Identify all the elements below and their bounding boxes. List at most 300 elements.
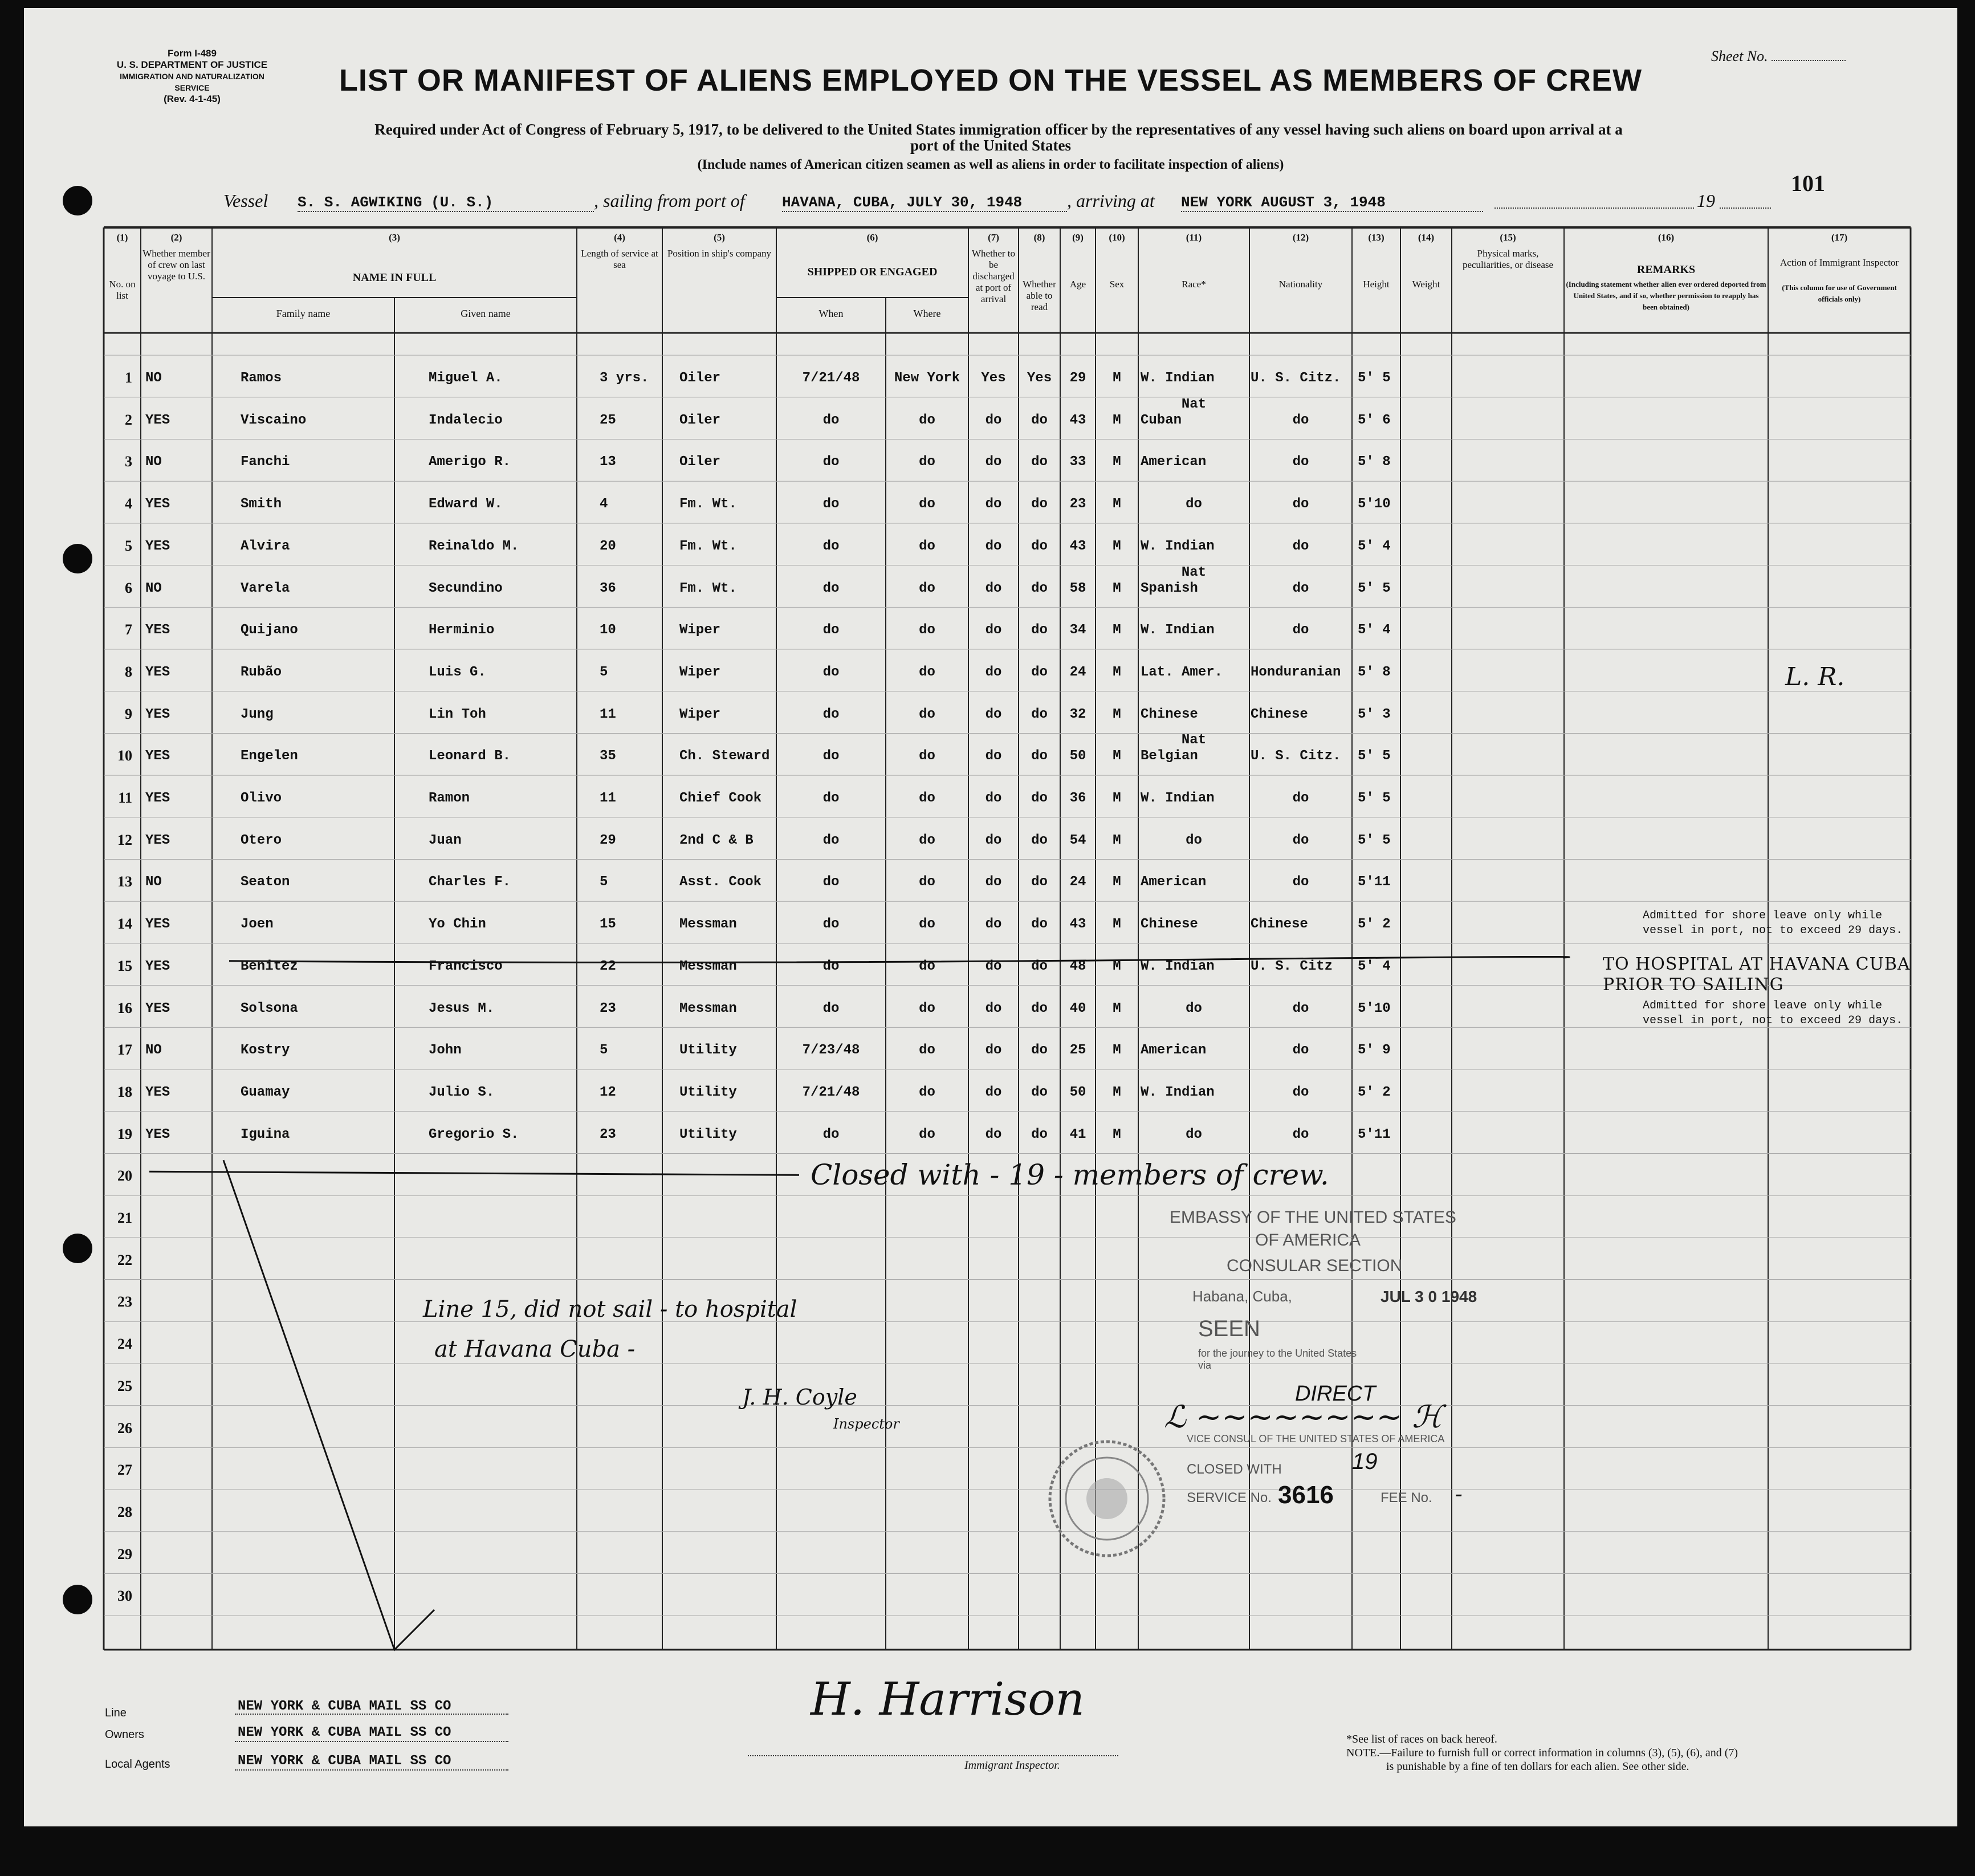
- cell-position: Oiler: [679, 412, 721, 428]
- footer-line-label: Line: [105, 1707, 127, 1719]
- cell-last-voyage: YES: [145, 538, 170, 554]
- cell-shipped-where: do: [919, 664, 935, 680]
- sailing-label: , sailing from port of: [594, 190, 745, 211]
- cell-nationality: Chinese: [1251, 706, 1308, 722]
- cell-race-prefix: Nat: [1181, 396, 1207, 412]
- cell-shipped-where: do: [919, 622, 935, 638]
- immigrant-inspector-label: Immigrant Inspector.: [964, 1759, 1060, 1772]
- arriving-label: , arriving at: [1067, 190, 1155, 211]
- cell-age: 23: [1069, 497, 1086, 512]
- cell-able-to-read: do: [1031, 664, 1048, 680]
- cell-given-name: Lin Toh: [429, 706, 486, 722]
- cell-shipped-where: do: [919, 706, 935, 722]
- form-department: U. S. DEPARTMENT OF JUSTICE: [116, 59, 268, 70]
- cell-race: Chinese: [1141, 917, 1198, 933]
- cell-sex: M: [1113, 1084, 1121, 1100]
- cell-height: 5' 5: [1358, 580, 1391, 596]
- row-number: 27: [117, 1462, 132, 1479]
- cell-sex: M: [1113, 371, 1121, 386]
- cell-family-name: Iguina: [241, 1126, 290, 1142]
- cell-last-voyage: YES: [145, 497, 170, 512]
- stamp-service-label: SERVICE No.: [1187, 1490, 1272, 1505]
- cell-discharged: Yes: [981, 371, 1006, 386]
- stamp-vice-consul: VICE CONSUL OF THE UNITED STATES OF AMERICA: [1187, 1433, 1445, 1444]
- cell-service-length: 13: [600, 454, 616, 470]
- form-service: IMMIGRATION AND NATURALIZATION SERVICE: [120, 72, 264, 92]
- row-number: 5: [125, 537, 132, 554]
- cell-last-voyage: YES: [145, 1084, 170, 1100]
- line15-note-2: at Havana Cuba -: [434, 1336, 636, 1362]
- footer-line-value: NEW YORK & CUBA MAIL SS CO: [238, 1699, 451, 1714]
- cell-race: W. Indian: [1141, 958, 1215, 974]
- cell-shipped-when: do: [822, 706, 840, 722]
- header-remarks: REMARKS: [1636, 263, 1696, 276]
- row-number: 7: [125, 621, 132, 638]
- cell-discharged: do: [985, 580, 1002, 596]
- cell-discharged: do: [985, 1084, 1002, 1100]
- header-where: Where: [913, 308, 941, 319]
- header-c3-num: (3): [389, 232, 400, 243]
- cell-service-length: 23: [600, 1126, 616, 1142]
- cell-service-length: 36: [600, 580, 616, 596]
- cell-service-length: 11: [600, 706, 616, 722]
- row-number: 14: [117, 915, 132, 933]
- cell-given-name: Ramon: [429, 791, 470, 806]
- cell-race: W. Indian: [1141, 538, 1215, 554]
- header-c15: Physical marks, peculiarities, or disease: [1462, 248, 1554, 270]
- cell-position: Oiler: [679, 371, 721, 386]
- row-number: 23: [117, 1293, 132, 1311]
- cell-family-name: Kostry: [241, 1043, 290, 1059]
- cell-family-name: Rubão: [241, 664, 282, 680]
- cell-race: do: [1186, 1000, 1202, 1016]
- cell-age: 29: [1069, 371, 1086, 386]
- cell-shipped-where: do: [919, 917, 935, 933]
- cell-discharged: do: [985, 1043, 1002, 1059]
- row-number: 6: [125, 579, 132, 596]
- stamp-closed-with-label: CLOSED WITH: [1187, 1462, 1282, 1477]
- stamp-line-4: Habana, Cuba,: [1192, 1288, 1292, 1305]
- cell-age: 34: [1069, 622, 1086, 638]
- row-number: 25: [117, 1377, 132, 1394]
- cell-discharged: do: [985, 538, 1002, 554]
- footer-agents-value: NEW YORK & CUBA MAIL SS CO: [238, 1753, 451, 1769]
- page-number: 101: [1791, 170, 1825, 196]
- cell-race-prefix: Nat: [1181, 733, 1207, 748]
- header-c13-num: (13): [1368, 232, 1384, 243]
- cell-last-voyage: NO: [145, 371, 162, 386]
- cell-height: 5' 6: [1358, 412, 1391, 428]
- cell-age: 48: [1069, 958, 1086, 974]
- cell-age: 36: [1069, 791, 1086, 806]
- header-c12: Nationality: [1278, 279, 1323, 290]
- header-given-name: Given name: [461, 308, 511, 319]
- cell-height: 5' 8: [1358, 664, 1391, 680]
- year-label: 19: [1697, 190, 1715, 211]
- footer-note-3: is punishable by a fine of ten dollars for each alien. See other side.: [1386, 1760, 1689, 1773]
- cell-able-to-read: do: [1031, 497, 1048, 512]
- cell-sex: M: [1113, 791, 1121, 806]
- cell-family-name: Solsona: [241, 1000, 298, 1016]
- cell-able-to-read: do: [1031, 1126, 1048, 1142]
- consular-seal: [1039, 1430, 1175, 1567]
- cell-race-prefix: Nat: [1181, 564, 1207, 580]
- cell-age: 32: [1069, 706, 1086, 722]
- immigrant-inspector-signature: H. Harrison: [811, 1672, 1085, 1726]
- stamp-line-3: CONSULAR SECTION: [1227, 1256, 1403, 1275]
- row-number: 29: [117, 1545, 132, 1562]
- cell-race: Cuban: [1141, 412, 1182, 428]
- cell-family-name: Varela: [241, 580, 290, 596]
- row-number: 30: [117, 1588, 132, 1605]
- cell-shipped-where: do: [919, 958, 935, 974]
- row-number: 20: [117, 1167, 132, 1185]
- cell-height: 5' 5: [1358, 832, 1391, 848]
- cell-position: Chief Cook: [679, 791, 762, 806]
- cell-given-name: John: [429, 1043, 462, 1059]
- header-when: When: [818, 308, 844, 319]
- cell-shipped-when: do: [822, 538, 840, 554]
- stamp-fee: -: [1455, 1482, 1463, 1507]
- cell-shipped-when: do: [822, 580, 840, 596]
- cell-nationality: U. S. Citz.: [1251, 371, 1341, 386]
- cell-height: 5' 4: [1358, 958, 1391, 974]
- header-c16-num: (16): [1658, 232, 1675, 243]
- row-number: 11: [118, 790, 132, 806]
- cell-age: 24: [1069, 874, 1086, 890]
- cell-age: 41: [1069, 1126, 1086, 1142]
- cell-shipped-where: do: [919, 1126, 935, 1142]
- cell-shipped-when: do: [822, 664, 840, 680]
- cell-family-name: Olivo: [241, 791, 282, 806]
- cell-race: Belgian: [1141, 748, 1198, 764]
- header-c7: Whether to be discharged at port of arrival: [972, 248, 1015, 304]
- cell-nationality: do: [1292, 1084, 1309, 1100]
- header-c5: Position in ship's company: [667, 248, 772, 259]
- cell-age: 40: [1069, 1000, 1086, 1016]
- cell-height: 5' 8: [1358, 454, 1391, 470]
- row-number: 4: [125, 495, 132, 512]
- cell-able-to-read: Yes: [1027, 371, 1052, 386]
- cell-discharged: do: [985, 622, 1002, 638]
- header-c8-num: (8): [1033, 232, 1045, 243]
- cell-given-name: Jesus M.: [429, 1000, 495, 1016]
- closed-note: Closed with - 19 - members of crew.: [811, 1158, 1329, 1191]
- cell-able-to-read: do: [1031, 748, 1048, 764]
- cell-shipped-when: 7/21/48: [802, 371, 860, 386]
- cell-sex: M: [1113, 1126, 1121, 1142]
- cell-shipped-where: do: [919, 538, 935, 554]
- cell-shipped-when: do: [822, 748, 840, 764]
- manifest-sheet: [24, 8, 1957, 1826]
- cell-discharged: do: [985, 958, 1002, 974]
- cell-race: American: [1141, 454, 1207, 470]
- cell-shipped-where: New York: [894, 371, 960, 386]
- cell-family-name: Smith: [241, 497, 282, 512]
- subtitle-note: (Include names of American citizen seamen as well as aliens in order to facilitate inspection of aliens): [697, 157, 1284, 172]
- cell-position: Asst. Cook: [679, 874, 762, 890]
- cell-last-voyage: YES: [145, 664, 170, 680]
- cell-family-name: Viscaino: [241, 412, 307, 428]
- cell-sex: M: [1113, 958, 1121, 974]
- row-number: 9: [125, 705, 132, 722]
- cell-race: American: [1141, 874, 1207, 890]
- remark-row15: TO HOSPITAL AT HAVANA CUBA PRIOR TO SAILING: [1603, 954, 1911, 995]
- header-c2-num: (2): [170, 232, 182, 243]
- page-title: LIST OR MANIFEST OF ALIENS EMPLOYED ON THE VESSEL AS MEMBERS OF CREW: [339, 63, 1643, 97]
- cell-service-length: 15: [600, 917, 616, 933]
- cell-shipped-when: do: [822, 958, 840, 974]
- cell-shipped-when: 7/23/48: [802, 1043, 860, 1059]
- cell-given-name: Francisco: [429, 958, 503, 974]
- remark-row16: Admitted for shore leave only while vessel in port, not to exceed 29 days.: [1643, 999, 1903, 1027]
- cell-position: Wiper: [679, 706, 721, 722]
- cell-shipped-when: do: [822, 412, 840, 428]
- cell-position: 2nd C & B: [679, 832, 754, 848]
- cell-position: Wiper: [679, 622, 721, 638]
- cell-given-name: Charles F.: [429, 874, 511, 890]
- cell-last-voyage: NO: [145, 454, 162, 470]
- subtitle-port: port of the United States: [910, 137, 1071, 154]
- cell-able-to-read: do: [1031, 832, 1048, 848]
- header-c6-num: (6): [866, 232, 878, 243]
- header-c14: Weight: [1412, 279, 1440, 290]
- cell-shipped-when: do: [822, 1126, 840, 1142]
- cell-age: 54: [1069, 832, 1086, 848]
- row-number: 18: [117, 1083, 132, 1100]
- header-family-name: Family name: [276, 308, 331, 319]
- row-number: 16: [117, 999, 132, 1016]
- cell-given-name: Leonard B.: [429, 748, 511, 764]
- cell-given-name: Edward W.: [429, 497, 503, 512]
- row-number: 8: [125, 663, 132, 680]
- cell-position: Fm. Wt.: [679, 497, 737, 512]
- cell-given-name: Secundino: [429, 580, 503, 596]
- cell-sex: M: [1113, 874, 1121, 890]
- stamp-line-1: EMBASSY OF THE UNITED STATES: [1170, 1208, 1456, 1227]
- cell-position: Utility: [679, 1126, 737, 1142]
- cell-given-name: Herminio: [429, 622, 495, 638]
- cell-nationality: do: [1292, 497, 1309, 512]
- cell-position: Wiper: [679, 664, 721, 680]
- cell-discharged: do: [985, 917, 1002, 933]
- cell-family-name: Otero: [241, 832, 282, 848]
- cell-sex: M: [1113, 497, 1121, 512]
- vessel-label: Vessel: [223, 190, 268, 211]
- sheet-number-label: Sheet No.: [1711, 48, 1768, 64]
- stamp-service-number: 3616: [1278, 1481, 1334, 1509]
- footer-note-2: NOTE.—Failure to furnish full or correct information in columns (3), (5), (6), and (7): [1346, 1747, 1738, 1759]
- cell-shipped-where: do: [919, 454, 935, 470]
- cell-able-to-read: do: [1031, 958, 1048, 974]
- cell-height: 5' 4: [1358, 622, 1391, 638]
- cell-family-name: Ramos: [241, 371, 282, 386]
- cell-last-voyage: YES: [145, 748, 170, 764]
- cell-family-name: Engelen: [241, 748, 298, 764]
- row-number: 22: [117, 1251, 132, 1268]
- header-remarks-sub: (Including statement whether alien ever ordered deported from United States, and if so, whether permission to reapply has been obtained): [1566, 280, 1766, 311]
- cell-sex: M: [1113, 664, 1121, 680]
- action-note-row8: L. R.: [1785, 662, 1845, 691]
- cell-position: Messman: [679, 917, 737, 933]
- cell-family-name: Alvira: [241, 538, 290, 554]
- stamp-date: JUL 3 0 1948: [1381, 1288, 1477, 1305]
- header-c13: Height: [1363, 279, 1390, 290]
- cell-nationality: do: [1292, 622, 1309, 638]
- cell-shipped-where: do: [919, 1084, 935, 1100]
- cell-service-length: 5: [600, 874, 608, 890]
- cell-nationality: U. S. Citz: [1251, 958, 1333, 974]
- cell-nationality: U. S. Citz.: [1251, 748, 1341, 764]
- cell-height: 5' 2: [1358, 917, 1391, 933]
- cell-sex: M: [1113, 706, 1121, 722]
- header-c10: Sex: [1109, 279, 1125, 290]
- cell-nationality: do: [1292, 832, 1309, 848]
- cell-family-name: Fanchi: [241, 454, 290, 470]
- footer-line-rule: [235, 1714, 508, 1715]
- cell-age: 43: [1069, 538, 1086, 554]
- cell-last-voyage: NO: [145, 1043, 162, 1059]
- cell-able-to-read: do: [1031, 706, 1048, 722]
- header-c2: Whether member of crew on last voyage to U.S.: [142, 248, 210, 282]
- cell-nationality: Chinese: [1251, 917, 1308, 933]
- footer-note-1: *See list of races on back hereof.: [1346, 1733, 1497, 1745]
- cell-shipped-when: do: [822, 917, 840, 933]
- cell-family-name: Guamay: [241, 1084, 290, 1100]
- cell-service-length: 10: [600, 622, 616, 638]
- cell-given-name: Miguel A.: [429, 371, 503, 386]
- cell-race: do: [1186, 1126, 1202, 1142]
- cell-shipped-when: do: [822, 622, 840, 638]
- cell-shipped-where: do: [919, 412, 935, 428]
- row-number: 26: [117, 1419, 132, 1436]
- row-number: 10: [117, 747, 132, 764]
- cell-age: 33: [1069, 454, 1086, 470]
- cell-height: 5'11: [1358, 874, 1391, 890]
- cell-nationality: do: [1292, 1000, 1309, 1016]
- row-number: 13: [117, 873, 132, 890]
- cell-able-to-read: do: [1031, 622, 1048, 638]
- cell-race: W. Indian: [1141, 791, 1215, 806]
- cell-position: Messman: [679, 1000, 737, 1016]
- cell-race: Spanish: [1141, 580, 1198, 596]
- cell-race: Lat. Amer.: [1141, 664, 1223, 680]
- header-c10-num: (10): [1109, 232, 1125, 243]
- cell-shipped-where: do: [919, 748, 935, 764]
- closing-line: [149, 1171, 799, 1175]
- cell-given-name: Reinaldo M.: [429, 538, 519, 554]
- header-c11-num: (11): [1186, 232, 1202, 243]
- cell-nationality: do: [1292, 791, 1309, 806]
- header-c17-num: (17): [1831, 232, 1848, 243]
- cell-family-name: Quijano: [241, 622, 298, 638]
- cell-given-name: Luis G.: [429, 664, 486, 680]
- header-c15-num: (15): [1500, 232, 1516, 243]
- row-number: 19: [117, 1125, 132, 1142]
- cell-last-voyage: YES: [145, 622, 170, 638]
- cell-given-name: Amerigo R.: [429, 454, 511, 470]
- row-number: 12: [117, 831, 132, 848]
- cell-able-to-read: do: [1031, 791, 1048, 806]
- cell-sex: M: [1113, 412, 1121, 428]
- header-c14-num: (14): [1418, 232, 1435, 243]
- cell-given-name: Juan: [429, 832, 462, 848]
- cell-shipped-when: do: [822, 791, 840, 806]
- cell-sex: M: [1113, 538, 1121, 554]
- cell-race: W. Indian: [1141, 622, 1215, 638]
- cell-shipped-where: do: [919, 1043, 935, 1059]
- cell-service-length: 23: [600, 1000, 616, 1016]
- cell-nationality: do: [1292, 874, 1309, 890]
- cell-able-to-read: do: [1031, 1043, 1048, 1059]
- row-number: 17: [117, 1041, 132, 1059]
- cell-age: 50: [1069, 748, 1086, 764]
- cell-able-to-read: do: [1031, 538, 1048, 554]
- cell-race: W. Indian: [1141, 1084, 1215, 1100]
- cell-service-length: 20: [600, 538, 616, 554]
- cell-service-length: 11: [600, 791, 616, 806]
- cell-nationality: do: [1292, 412, 1309, 428]
- cell-shipped-when: do: [822, 832, 840, 848]
- cell-race: American: [1141, 1043, 1207, 1059]
- cell-last-voyage: YES: [145, 706, 170, 722]
- footer-owners-rule: [235, 1741, 508, 1742]
- cell-given-name: Yo Chin: [429, 917, 486, 933]
- stamp-seen: SEEN: [1198, 1316, 1260, 1341]
- cell-discharged: do: [985, 874, 1002, 890]
- footer-owners-value: NEW YORK & CUBA MAIL SS CO: [238, 1725, 451, 1740]
- cell-height: 5' 3: [1358, 706, 1391, 722]
- cell-family-name: Joen: [241, 917, 274, 933]
- form-number: Form I-489: [168, 48, 217, 59]
- inspector-signature-1-title: Inspector: [833, 1416, 899, 1432]
- header-name-in-full: NAME IN FULL: [352, 271, 437, 284]
- cell-service-length: 5: [600, 664, 608, 680]
- inspector-signature-rule: [748, 1755, 1118, 1756]
- cell-discharged: do: [985, 1000, 1002, 1016]
- header-c9-num: (9): [1072, 232, 1084, 243]
- remark-row14: Admitted for shore leave only while vessel in port, not to exceed 29 days.: [1643, 909, 1903, 937]
- footer-owners-label: Owners: [105, 1728, 144, 1741]
- stamp-line-2: OF AMERICA: [1255, 1231, 1361, 1250]
- cell-shipped-where: do: [919, 497, 935, 512]
- cell-discharged: do: [985, 791, 1002, 806]
- stamp-closed-count: 19: [1352, 1449, 1378, 1474]
- cell-last-voyage: YES: [145, 917, 170, 933]
- cell-age: 50: [1069, 1084, 1086, 1100]
- cell-service-length: 4: [600, 497, 608, 512]
- cell-sex: M: [1113, 1043, 1121, 1059]
- cell-last-voyage: YES: [145, 1000, 170, 1016]
- cell-last-voyage: NO: [145, 580, 162, 596]
- cell-position: Messman: [679, 958, 737, 974]
- cell-service-length: 25: [600, 412, 616, 428]
- cell-height: 5' 2: [1358, 1084, 1391, 1100]
- cell-nationality: do: [1292, 1126, 1309, 1142]
- cell-nationality: do: [1292, 580, 1309, 596]
- cell-service-length: 5: [600, 1043, 608, 1059]
- cell-shipped-when: do: [822, 497, 840, 512]
- sailing-from: HAVANA, CUBA, JULY 30, 1948: [782, 194, 1067, 212]
- vice-consul-signature: ℒ ~~~~~~~~ ℋ: [1164, 1399, 1443, 1435]
- row-number: 21: [117, 1210, 132, 1226]
- cell-race: W. Indian: [1141, 371, 1215, 386]
- footer-agents-rule: [235, 1769, 508, 1771]
- cell-shipped-when: do: [822, 1000, 840, 1016]
- cell-height: 5' 5: [1358, 371, 1391, 386]
- row-number: 2: [125, 411, 132, 428]
- row-number: 28: [117, 1503, 132, 1520]
